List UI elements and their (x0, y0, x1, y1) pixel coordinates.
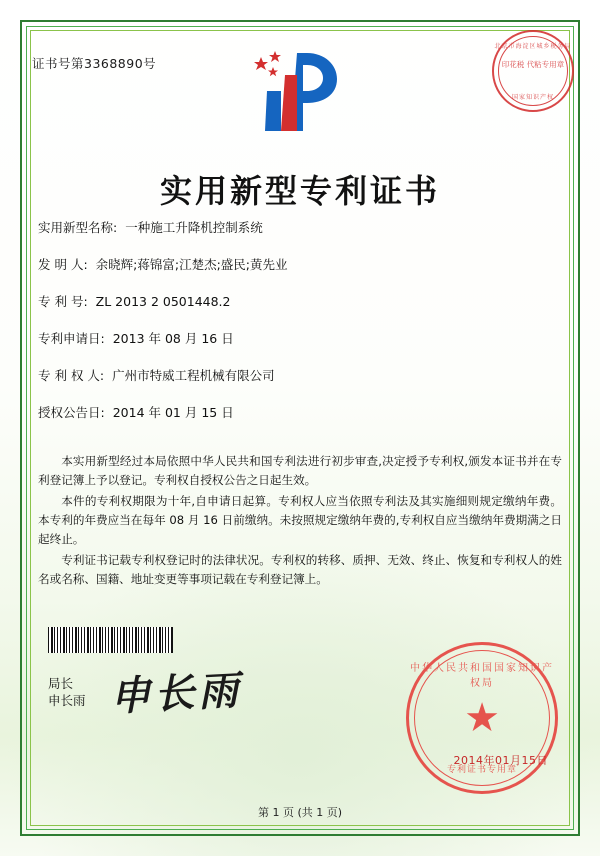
field-row (38, 292, 562, 310)
field-label: 专利申请日: (38, 331, 105, 346)
field-row (38, 218, 562, 236)
seal-date: 2014年01月15日 (453, 754, 548, 767)
field-label: 专 利 权 人: (38, 368, 105, 383)
barcode (48, 627, 173, 653)
page-footer: 第 1 页 (共 1 页) (257, 806, 343, 819)
field-row (38, 366, 562, 384)
corner-ornament-top-left (20, 20, 48, 48)
field-value: 广州市特威工程机械有限公司 (112, 368, 275, 383)
field-value: 一种施工升降机控制系统 (125, 220, 263, 235)
field-value: 2013 年 08 月 16 日 (112, 331, 234, 346)
tax-stamp-middle-left: 印花税 (501, 60, 525, 69)
sipo-logo-icon (245, 45, 355, 135)
field-label: 专 利 号: (38, 294, 88, 309)
field-row (38, 329, 562, 347)
tax-stamp-arc-bottom: 国家知识产权 (511, 94, 554, 101)
page-title: 实用新型专利证书 (159, 172, 440, 211)
national-official-seal (406, 642, 558, 794)
star-icon: ★ (464, 695, 500, 741)
certificate-number: 证书号第3368890号 (32, 56, 157, 71)
signature-block (48, 675, 86, 709)
certificate-body (38, 452, 562, 591)
tax-stamp-middle-right: 代粘专用章 (526, 60, 565, 69)
handwritten-signature: 申长雨 (109, 666, 244, 721)
tax-stamp-seal (492, 30, 574, 112)
field-value: 2014 年 01 月 15 日 (112, 405, 234, 420)
patent-fields-list (38, 218, 562, 440)
field-value: 余晓辉;蒋锦富;江楚杰;盛民;黄先业 (95, 257, 288, 272)
director-title-label: 局长 (48, 676, 74, 691)
field-row (38, 255, 562, 273)
national-seal-top-text: 中华人民共和国国家知识产权局 (410, 663, 554, 689)
body-paragraph: 本件的专利权期限为十年,自申请日起算。专利权人应当依照专利法及其实施细则规定缴纳年费。本专利的年费应当在每年 08 月 16 日前缴纳。未按照规定缴纳年费的,专利权自应当缴纳年费期满之日起终止。 (38, 494, 562, 546)
field-row (38, 403, 562, 421)
field-label: 发 明 人: (38, 257, 88, 272)
director-name-label: 申长雨 (48, 693, 86, 708)
body-paragraph: 本实用新型经过本局依照中华人民共和国专利法进行初步审查,决定授予专利权,颁发本证书并在专利登记簿上予以登记。专利权自授权公告之日起生效。 (38, 454, 562, 487)
field-label: 实用新型名称: (38, 220, 118, 235)
tax-stamp-middle-text (494, 60, 572, 69)
national-seal-bottom-text: 专利证书专用章 (446, 765, 517, 775)
body-paragraph: 专利证书记载专利权登记时的法律状况。专利权的转移、质押、无效、终止、恢复和专利权人的姓名或名称、国籍、地址变更等事项记载在专利登记簿上。 (38, 553, 562, 586)
tax-stamp-arc-top: 北京市海淀区城乡税务局 (494, 43, 572, 50)
field-value: ZL 2013 2 0501448.2 (95, 294, 231, 309)
field-label: 授权公告日: (38, 405, 105, 420)
